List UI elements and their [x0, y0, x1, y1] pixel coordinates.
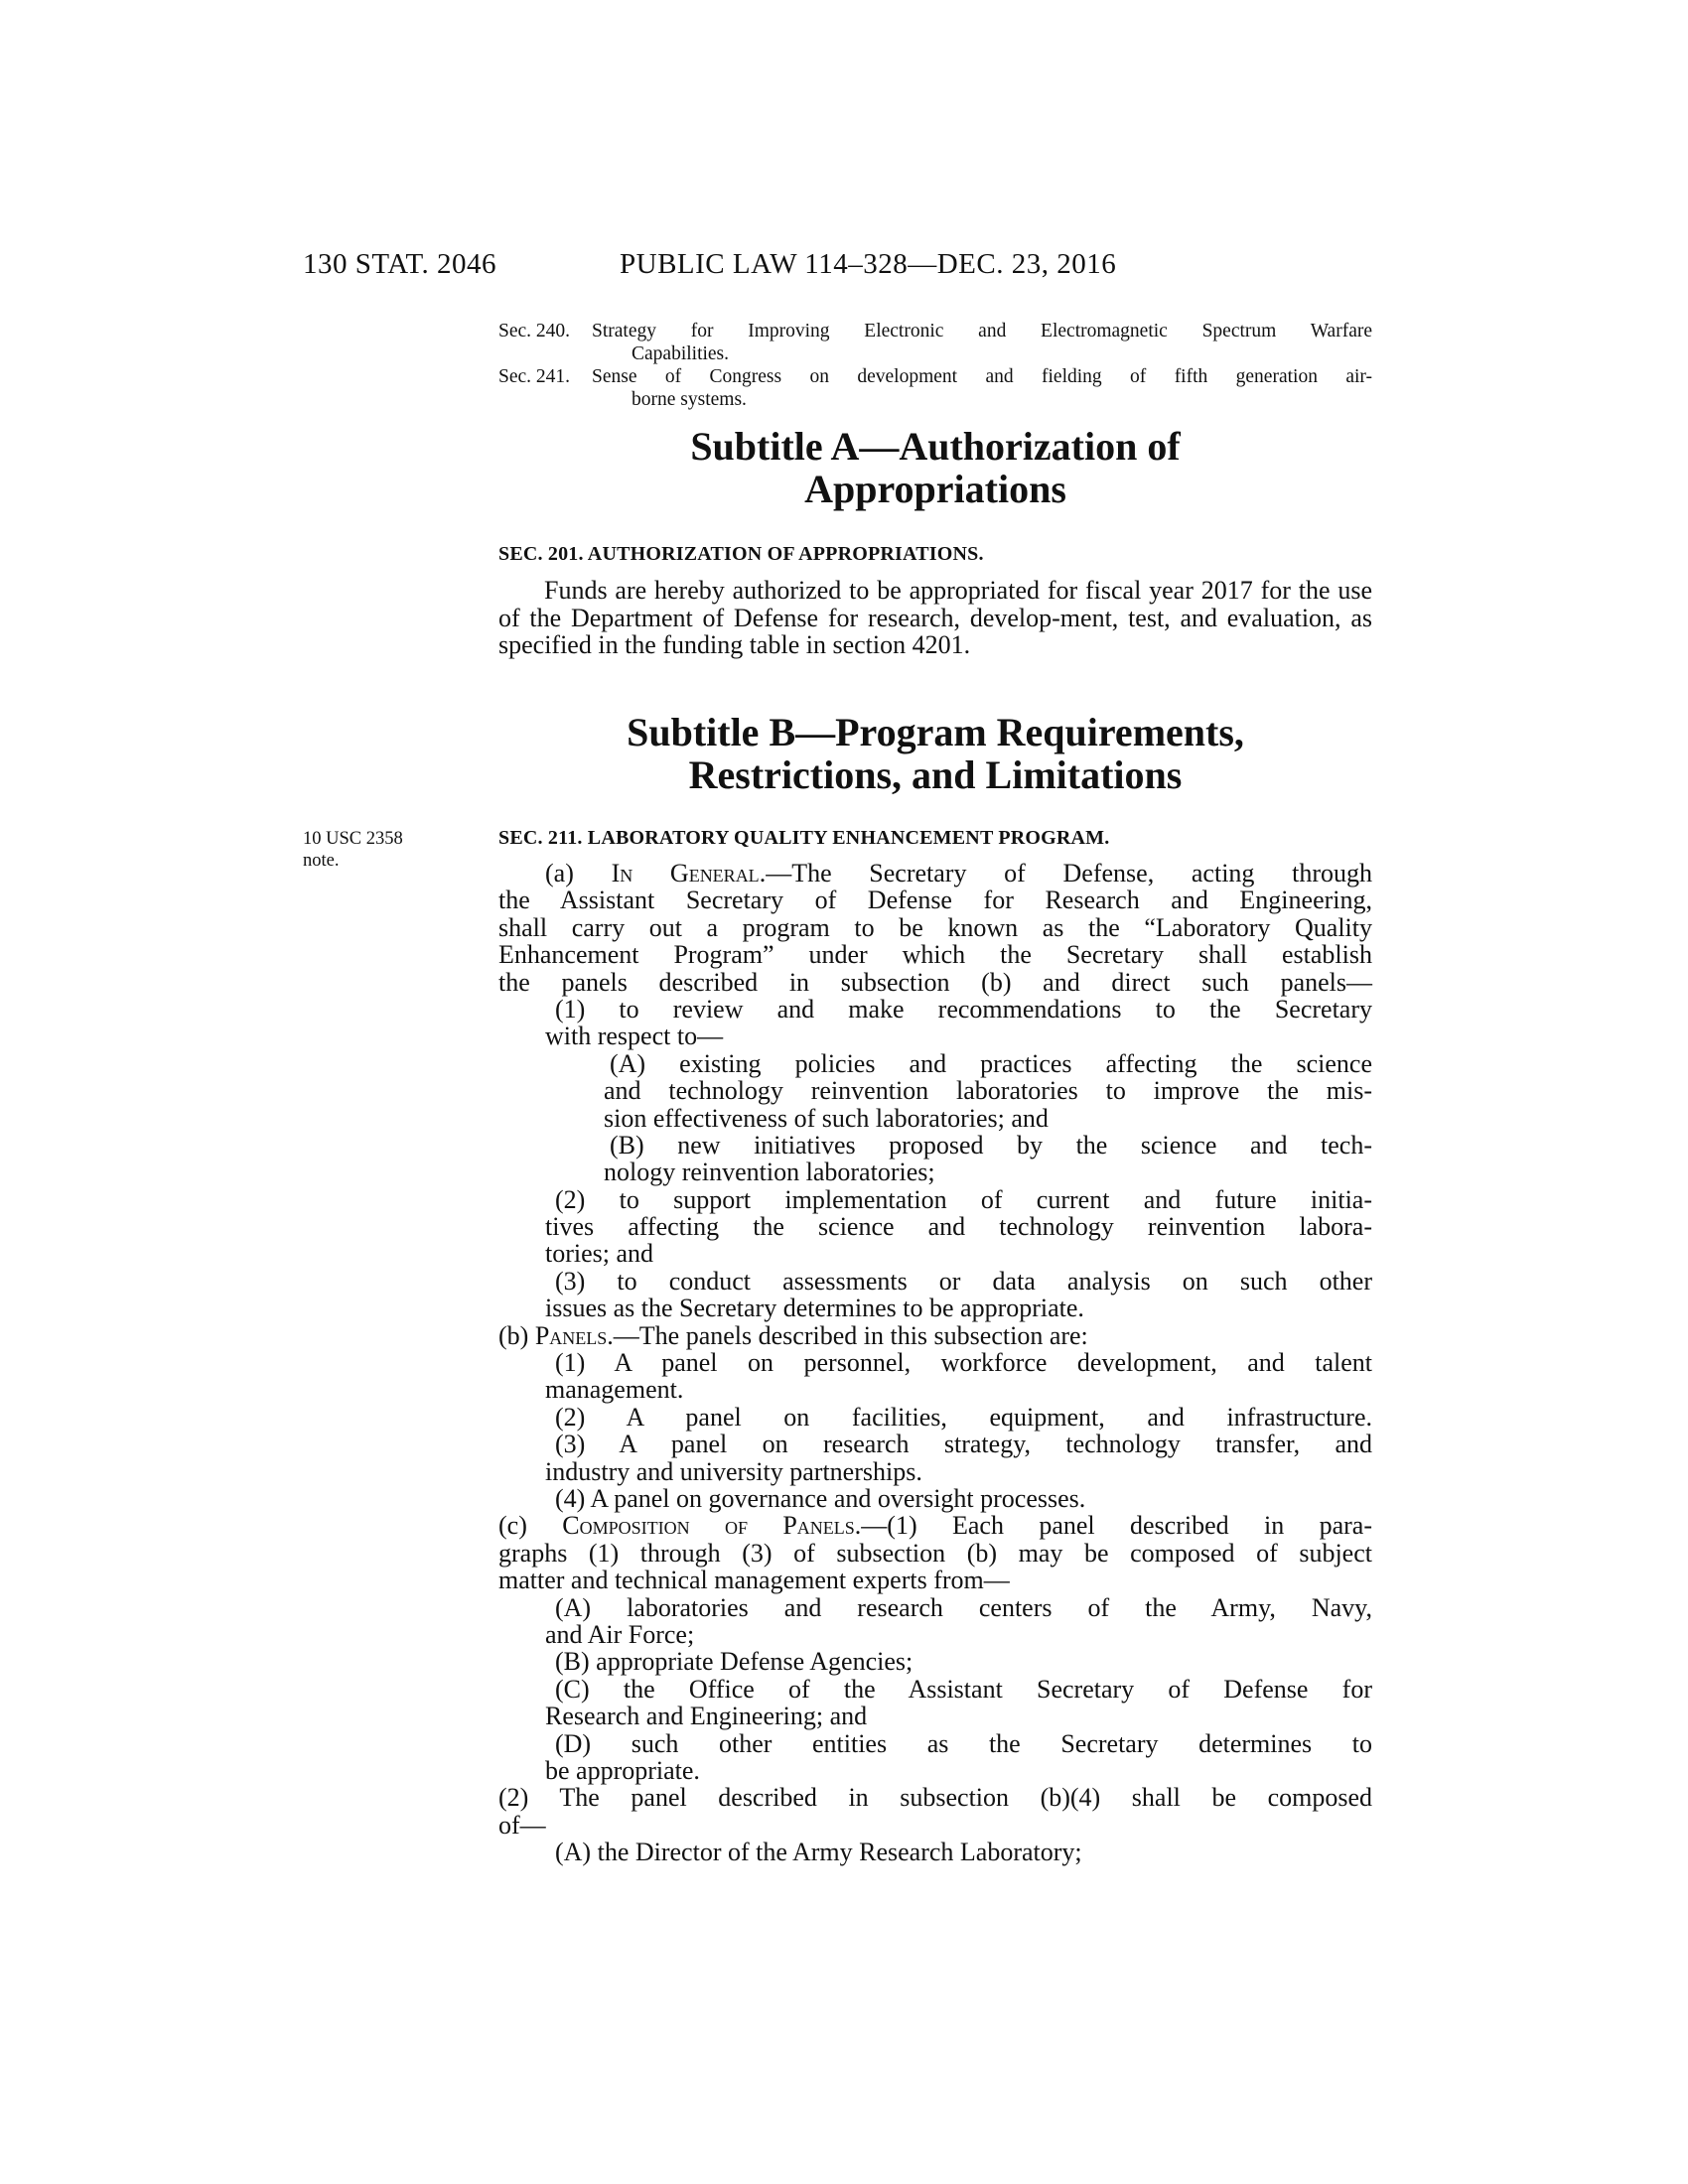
- body-line: [498, 1295, 1372, 1321]
- table-of-contents-excerpt: [498, 320, 1372, 411]
- line-text: graphs (1) through (3) of subsection (b) may be composed of subject: [498, 1538, 1372, 1568]
- toc-entry-sec-240: [498, 320, 1372, 365]
- body-line: [498, 1812, 1372, 1839]
- body-line: [498, 1567, 1372, 1593]
- line-text: (2) A panel on facilities, equipment, and infrastructure.: [555, 1402, 1372, 1432]
- line-text: tives affecting the science and technology reinvention labora-: [545, 1212, 1372, 1242]
- line-text: management.: [545, 1375, 684, 1405]
- body-line: [498, 1349, 1372, 1376]
- line-text: matter and technical management experts from—: [498, 1566, 1010, 1595]
- body-line: [498, 1703, 1372, 1729]
- line-text: (2) to support implementation of current and future initia-: [555, 1184, 1372, 1214]
- toc-entry-sec-241: [498, 365, 1372, 411]
- body-line: [498, 1050, 1372, 1077]
- body-line: [498, 1458, 1372, 1485]
- body-line: [498, 1540, 1372, 1567]
- sec-211-heading: SEC. 211. LABORATORY QUALITY ENHANCEMENT PROGRAM.: [498, 827, 1110, 849]
- body-line: [498, 1757, 1372, 1784]
- body-line: [498, 1159, 1372, 1185]
- line-text: .—(1) Each panel described in para-: [854, 1511, 1372, 1541]
- line-text: issues as the Secretary determines to be appropriate.: [545, 1294, 1084, 1323]
- line-text: (3) to conduct assessments or data analysis on such other: [555, 1266, 1372, 1296]
- body-line: [498, 1676, 1372, 1703]
- line-text: (2) The panel described in subsection (b)(4) shall be composed: [498, 1783, 1372, 1813]
- line-text: industry and university partnerships.: [545, 1456, 922, 1486]
- line-text: .—The panels described in this subsection are:: [607, 1320, 1088, 1350]
- subtitle-a-heading: Subtitle A—Authorization of Appropriations: [690, 424, 1181, 511]
- line-text: tories; and: [545, 1239, 654, 1269]
- line-text: (4) A panel on governance and oversight processes.: [555, 1483, 1086, 1513]
- body-line: [498, 887, 1372, 913]
- body-line: [498, 1240, 1372, 1267]
- sec-201-text: Funds are hereby authorized to be appropriated for fiscal year 2017 for the use of the Department of Defense for research, develop-ment, test, and evaluation, as specified in the funding table in section 4201.: [498, 576, 1372, 659]
- body-line: [498, 1839, 1372, 1865]
- line-text: (A) the Director of the Army Research Laboratory;: [555, 1838, 1082, 1867]
- body-line: [498, 860, 1372, 887]
- body-line: [498, 1648, 1372, 1675]
- line-text: and Air Force;: [545, 1619, 695, 1649]
- sec-201-heading: SEC. 201. AUTHORIZATION OF APPROPRIATIONS.: [498, 543, 984, 565]
- line-text: (B) new initiatives proposed by the science and tech-: [610, 1130, 1372, 1160]
- subsection-label: (c): [498, 1511, 563, 1541]
- subsection-heading: In General: [611, 859, 760, 887]
- body-line: [498, 996, 1372, 1023]
- body-line: [498, 1784, 1372, 1811]
- line-text: Enhancement Program” under which the Secretary shall establish: [498, 940, 1372, 970]
- body-line: [498, 1730, 1372, 1757]
- line-text: sion effectiveness of such laboratories; and: [604, 1103, 1049, 1133]
- body-line: [498, 1621, 1372, 1648]
- line-text: Research and Engineering; and: [545, 1702, 868, 1731]
- subsection-heading: Panels: [534, 1320, 608, 1350]
- line-text: (A) laboratories and research centers of the Army, Navy,: [555, 1592, 1372, 1622]
- public-law-citation: PUBLIC LAW 114–328—DEC. 23, 2016: [620, 248, 1117, 280]
- subtitle-b-heading: Subtitle B—Program Requirements, Restrictions, and Limitations: [627, 710, 1244, 797]
- body-line: [498, 1594, 1372, 1621]
- stat-page-number: 130 STAT. 2046: [303, 248, 497, 280]
- line-text: (1) to review and make recommendations to the Secretary: [555, 994, 1372, 1024]
- subsection-heading: Composition of Panels: [562, 1511, 855, 1541]
- body-line: [498, 1132, 1372, 1159]
- body-line: [498, 1485, 1372, 1512]
- line-text: (1) A panel on personnel, workforce development, and talent: [555, 1348, 1372, 1378]
- line-text: the Assistant Secretary of Defense for Research and Engineering,: [498, 886, 1372, 915]
- toc-entry-title: Sense of Congress on development and fielding of fifth generation air- borne systems.: [592, 366, 1372, 410]
- body-line: [498, 1023, 1372, 1049]
- toc-entry-number: Sec. 241.: [498, 366, 571, 387]
- line-text: be appropriate.: [545, 1755, 700, 1785]
- body-line: [498, 1512, 1372, 1539]
- line-text: (3) A panel on research strategy, technology transfer, and: [555, 1430, 1372, 1459]
- subsection-label: (a): [545, 859, 612, 887]
- body-line: [498, 1186, 1372, 1213]
- line-text: of—: [498, 1810, 546, 1840]
- body-line: [498, 914, 1372, 941]
- line-text: and technology reinvention laboratories to improve the mis-: [604, 1076, 1372, 1106]
- body-line: [498, 1213, 1372, 1240]
- line-text: nology reinvention laboratories;: [604, 1158, 935, 1187]
- body-line: [498, 1376, 1372, 1403]
- line-text: with respect to—: [545, 1022, 724, 1051]
- toc-entry-number: Sec. 240.: [498, 321, 571, 341]
- line-text: (C) the Office of the Assistant Secretary of Defense for: [555, 1674, 1372, 1704]
- line-text: (D) such other entities as the Secretary determines to: [555, 1728, 1372, 1758]
- line-text: (A) existing policies and practices affecting the science: [610, 1048, 1372, 1078]
- body-line: [498, 1431, 1372, 1457]
- body-line: [498, 1268, 1372, 1295]
- running-head: [0, 248, 1688, 288]
- line-text: shall carry out a program to be known as the “Laboratory Quality: [498, 912, 1372, 942]
- line-text: the panels described in subsection (b) and direct such panels—: [498, 967, 1372, 997]
- body-line: [498, 1077, 1372, 1104]
- line-text: (B) appropriate Defense Agencies;: [555, 1647, 914, 1677]
- line-text: .—The Secretary of Defense, acting through: [759, 859, 1372, 887]
- margin-note-usc: 10 USC 2358 note.: [303, 829, 403, 871]
- body-line: [498, 1404, 1372, 1431]
- sec-211-body: [498, 860, 1372, 1865]
- subsection-label: (b): [498, 1320, 535, 1350]
- toc-entry-title: Strategy for Improving Electronic and Electromagnetic Spectrum Warfare Capabilities.: [592, 321, 1372, 364]
- body-line: [498, 1105, 1372, 1132]
- body-line: [498, 969, 1372, 996]
- body-line: [498, 1322, 1372, 1349]
- body-line: [498, 941, 1372, 968]
